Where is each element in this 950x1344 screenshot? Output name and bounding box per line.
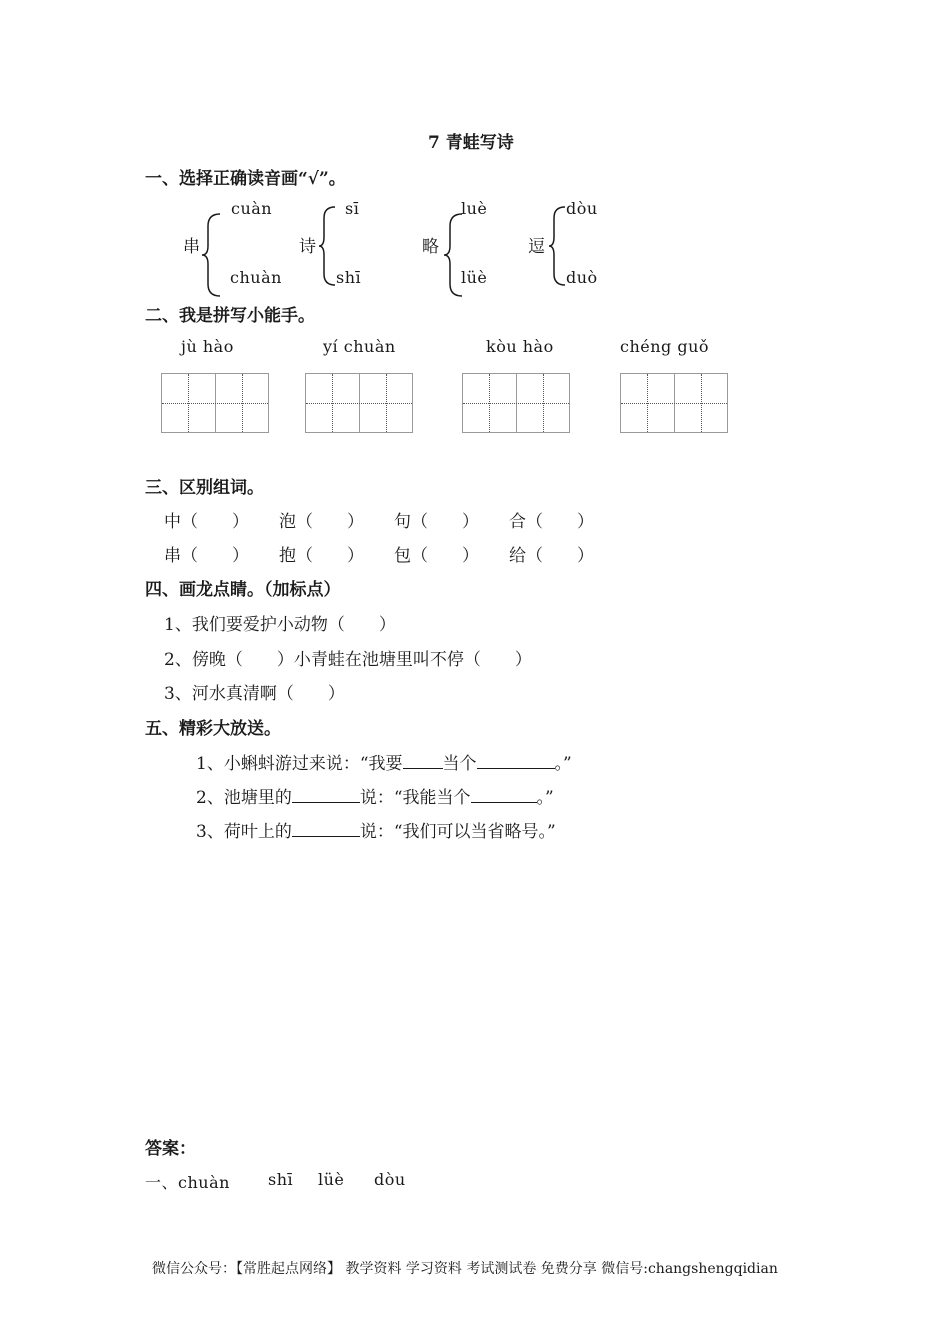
answer-item: lüè	[318, 1170, 345, 1189]
pinyin-option[interactable]: shī	[336, 268, 362, 287]
section4-heading: 四、画龙点睛。（加标点）	[145, 580, 341, 600]
fill-text: 当个	[442, 754, 477, 774]
page-title: 7 青蛙写诗	[428, 133, 514, 153]
fill-blank[interactable]	[292, 820, 360, 837]
fill-line	[196, 817, 556, 842]
group-char: 串	[183, 237, 200, 257]
fill-line	[196, 749, 572, 774]
pinyin-prompt: chéng guǒ	[620, 337, 710, 356]
section3-heading: 三、区别组词。	[145, 478, 264, 498]
pinyin-option[interactable]: dòu	[566, 199, 598, 218]
footer-note: 微信公众号：【常胜起点网络】 教学资料 学习资料 考试测试卷 免费分享 微信号:changshengqidian	[152, 1261, 778, 1277]
brace-icon	[200, 212, 224, 298]
word-item: 泡（ ）	[279, 512, 364, 532]
pinyin-option[interactable]: luè	[461, 199, 488, 218]
word-item: 包（ ）	[394, 546, 479, 566]
writing-grid[interactable]	[161, 373, 269, 433]
section1-heading: 一、选择正确读音画“√”。	[145, 169, 346, 189]
fill-text: 说：“我能当个	[359, 788, 471, 808]
fill-blank[interactable]	[403, 752, 443, 769]
answer-item: shī	[268, 1170, 294, 1189]
fill-line	[196, 783, 554, 808]
pinyin-option[interactable]: chuàn	[230, 268, 282, 287]
word-item: 串（ ）	[164, 546, 249, 566]
pinyin-prompt: yí chuàn	[323, 337, 396, 356]
answers-heading: 答案：	[145, 1139, 196, 1159]
pinyin-option[interactable]: cuàn	[231, 199, 273, 218]
pinyin-prompt: kòu hào	[486, 337, 554, 356]
pinyin-option[interactable]: lüè	[461, 268, 488, 287]
pinyin-prompt: jù hào	[181, 337, 234, 356]
writing-grid[interactable]	[620, 373, 728, 433]
group-char: 诗	[299, 237, 316, 257]
section5-heading: 五、精彩大放送。	[145, 719, 281, 739]
writing-grid[interactable]	[462, 373, 570, 433]
fill-text: 。”	[536, 788, 554, 808]
section2-heading: 二、我是拼写小能手。	[145, 306, 315, 326]
answer-line: 一、chuàn	[145, 1173, 230, 1192]
writing-grid[interactable]	[305, 373, 413, 433]
word-item: 合（ ）	[509, 512, 594, 532]
word-item: 给（ ）	[509, 546, 594, 566]
punctuation-line: 3、河水真清啊（ ）	[164, 684, 345, 704]
group-char: 逗	[528, 237, 545, 257]
answer-item: dòu	[374, 1170, 406, 1189]
fill-blank[interactable]	[477, 752, 555, 769]
fill-text: 说：“我们可以当省略号。”	[359, 822, 556, 842]
punctuation-line: 1、我们要爱护小动物（ ）	[164, 615, 396, 635]
fill-blank[interactable]	[471, 786, 537, 803]
word-item: 中（ ）	[164, 512, 249, 532]
group-char: 略	[422, 237, 439, 257]
pinyin-option[interactable]: sī	[345, 199, 360, 218]
punctuation-line: 2、傍晚（ ）小青蛙在池塘里叫不停（ ）	[164, 650, 532, 670]
word-item: 句（ ）	[394, 512, 479, 532]
fill-text: 。”	[554, 754, 572, 774]
fill-text: 3、荷叶上的	[196, 822, 292, 842]
pinyin-option[interactable]: duò	[566, 268, 598, 287]
fill-blank[interactable]	[292, 786, 360, 803]
fill-text: 2、池塘里的	[196, 788, 292, 808]
word-item: 抱（ ）	[279, 546, 364, 566]
fill-text: 1、小蝌蚪游过来说：“我要	[196, 754, 403, 774]
